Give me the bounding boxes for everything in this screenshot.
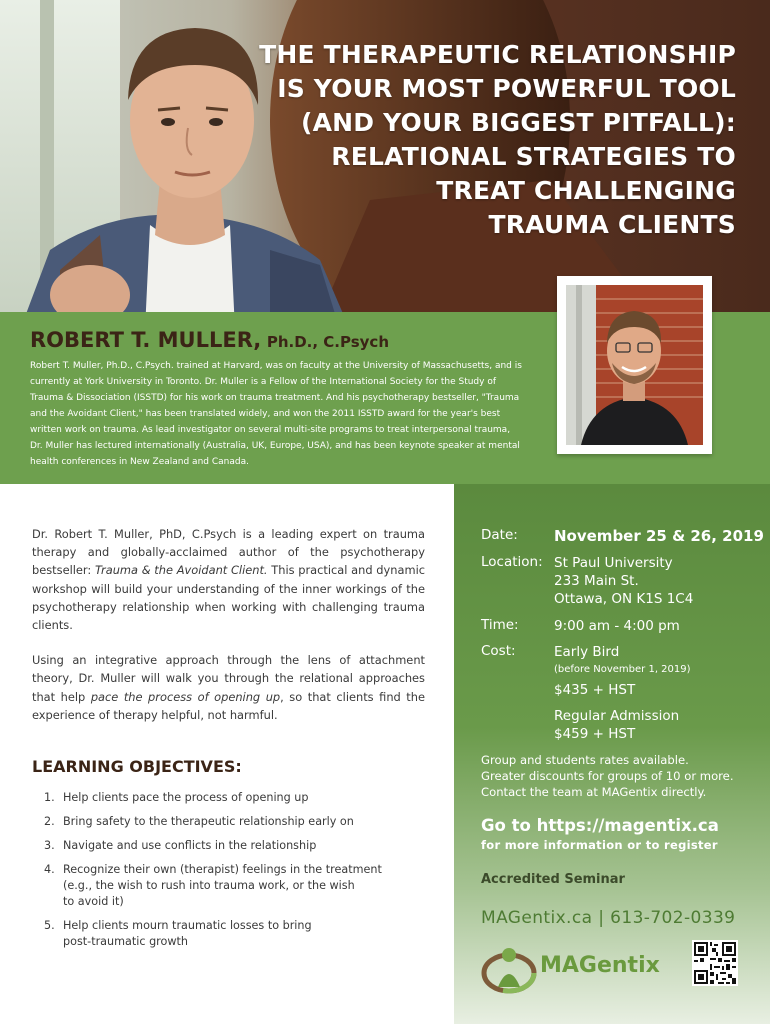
rates-line: Greater discounts for groups of 10 or more. [481, 769, 734, 783]
cost-value [554, 643, 691, 743]
bio-line: Dr. Muller has lectured internationally (Australia, UK, Europe, USA), and has been keynote speaker at mental [30, 441, 520, 451]
objectives-list [44, 790, 404, 958]
time-value: 9:00 am - 4:00 pm [554, 618, 680, 634]
item-text: (e.g., the wish to rush into trauma work, or the wish [63, 879, 355, 892]
bio-line: currently at York University in Toronto. Dr. Muller is a Fellow of the International Society for the Study of [30, 377, 497, 387]
presenter-name: ROBERT T. MULLER, [30, 328, 262, 352]
rates-line: Contact the team at MAGentix directly. [481, 785, 707, 799]
website-link[interactable]: Go to https://magentix.ca [481, 816, 719, 835]
list-item [44, 838, 404, 854]
early-bird-price: $435 + HST [554, 682, 636, 698]
hero-banner [0, 0, 770, 312]
presenter-photo-frame [557, 276, 712, 454]
presenter-photo [566, 285, 703, 445]
location-label: Location: [481, 554, 543, 570]
group-rates-note [481, 752, 734, 800]
date-label: Date: [481, 527, 518, 543]
item-number: 3. [44, 839, 55, 852]
contact-info[interactable]: MAGentix.ca | 613-702-0339 [481, 908, 736, 928]
list-item [44, 862, 404, 910]
title-line: TREAT CHALLENGING [436, 176, 736, 205]
time-label: Time: [481, 617, 519, 633]
date-value: November 25 & 26, 2019 [554, 527, 764, 545]
early-bird-note: (before November 1, 2019) [554, 664, 691, 675]
title-line: TRAUMA CLIENTS [488, 210, 736, 239]
description-text: Dr. Robert T. Muller, PhD, C.Psych is a leading expert on trauma therapy and globally-acclaimed author of the psychotherapy bestseller: [32, 527, 425, 578]
logo-text: MAGentix [540, 953, 660, 978]
bio-line: and the Avoidant Client," has been translated widely, and won the 2011 ISSTD award for the year's best [30, 409, 501, 419]
accredited-label: Accredited Seminar [481, 872, 625, 887]
item-number: 2. [44, 815, 55, 828]
title-line: THE THERAPEUTIC RELATIONSHIP [259, 40, 736, 69]
description-text: This practical and dynamic workshop will build your understanding of the inner workings of the psychotherapy relationship when working with challenging trauma clients. [32, 563, 425, 633]
emphasis-text: pace the process of opening up [90, 689, 281, 704]
qr-code-icon[interactable] [692, 940, 738, 986]
rates-line: Group and students rates available. [481, 753, 689, 767]
location-line: 233 Main St. [554, 573, 639, 589]
item-text: to avoid it) [63, 895, 124, 908]
location-value [554, 554, 693, 608]
list-item [44, 814, 404, 830]
item-text: Navigate and use conflicts in the relationship [63, 839, 317, 852]
objectives-heading: LEARNING OBJECTIVES: [32, 757, 242, 776]
bio-line: written work on trauma. As lead investigator on several multi-site programs to treat interpersonal trauma, [30, 425, 511, 435]
item-text: post-traumatic growth [63, 935, 189, 948]
bio-line: Robert T. Muller, Ph.D., C.Psych. trained at Harvard, was on faculty at the University of Massachusetts, and is [30, 361, 522, 371]
description-paragraph-1 [32, 525, 425, 634]
logo-mark-icon [480, 943, 538, 995]
workshop-description [32, 525, 425, 724]
item-number: 4. [44, 863, 55, 876]
presenter-heading [30, 328, 389, 352]
item-text: Recognize their own (therapist) feelings in the treatment [63, 863, 382, 876]
early-bird-label: Early Bird [554, 644, 620, 660]
item-text: Help clients mourn traumatic losses to bring [63, 919, 312, 932]
event-title [216, 38, 736, 242]
regular-price: $459 + HST [554, 726, 636, 742]
item-text: Bring safety to the therapeutic relationship early on [63, 815, 354, 828]
description-paragraph-2 [32, 651, 425, 724]
bio-line: health conferences in New Zealand and Canada. [30, 457, 249, 467]
title-line: IS YOUR MOST POWERFUL TOOL [277, 74, 736, 103]
location-line: St Paul University [554, 555, 673, 571]
description-text: , so that clients find the experience of therapy helpful, not harmful. [32, 689, 425, 722]
item-number: 5. [44, 919, 55, 932]
magentix-logo [480, 943, 665, 995]
title-line: RELATIONAL STRATEGIES TO [331, 142, 736, 171]
item-text: Help clients pace the process of opening up [63, 791, 309, 804]
location-line: Ottawa, ON K1S 1C4 [554, 591, 694, 607]
regular-label: Regular Admission [554, 708, 680, 724]
register-subtext: for more information or to register [481, 838, 718, 852]
item-number: 1. [44, 791, 55, 804]
event-details-panel [454, 484, 770, 1024]
title-line: (AND YOUR BIGGEST PITFALL): [300, 108, 736, 137]
cost-label: Cost: [481, 643, 516, 659]
presenter-credentials: Ph.D., C.Psych [266, 333, 389, 351]
presenter-bio [30, 358, 536, 470]
bio-line: Trauma & Dissociation (ISSTD) for his work on trauma treatment. And his psychotherapy bestseller, "Trauma [30, 393, 520, 403]
list-item [44, 918, 404, 950]
description-text: Using an integrative approach through the lens of attachment theory, Dr. Muller will walk you through the relational approaches that help [32, 653, 425, 704]
book-title: Trauma & the Avoidant Client. [94, 563, 268, 578]
list-item [44, 790, 404, 806]
